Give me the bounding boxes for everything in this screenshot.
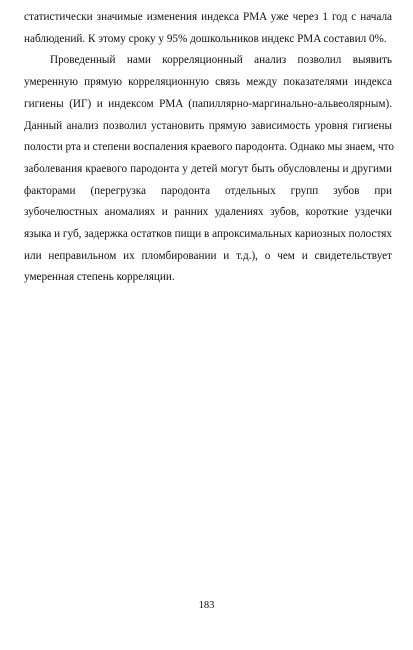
paragraph-first-line: Проведенный нами корреляционный анализ позволил выявить [50, 54, 392, 67]
text-line: или неправильном их пломбировании и т.д.), о чем и свидетельствует [24, 249, 392, 262]
text-line: факторами (перегрузка пародонта отдельных групп зубов при [24, 184, 392, 197]
text-line: наблюдений. К этому сроку у 95% дошкольников индекс PMA составил 0%. [24, 32, 387, 45]
text-line: Данный анализ позволил установить прямую зависимость уровня гигиены [24, 119, 392, 132]
text-line: статистически значимые изменения индекса PMA уже через 1 год с начала [24, 11, 392, 23]
text-line: заболевания краевого пародонта у детей могут быть обусловлены и другими [24, 162, 392, 175]
page-number: 183 [198, 600, 215, 611]
text-line: гигиены (ИГ) и индексом PMA (папиллярно-маргинально-альвеолярным). [24, 97, 392, 110]
body-text [24, 7, 392, 289]
text-line: зубочелюстных аномалиях и ранних удалениях зубов, короткие уздечки [24, 206, 392, 219]
text-line: умеренную прямую корреляционную связь между показателями индекса [24, 76, 392, 89]
text-line: полости рта и степени воспаления краевого пародонта. Однако мы знаем, что [24, 141, 394, 154]
text-line: умеренная степень корреляции. [24, 271, 175, 284]
text-line: языка и губ, задержка остатков пищи в апроксимальных кариозных полостях [24, 228, 392, 241]
